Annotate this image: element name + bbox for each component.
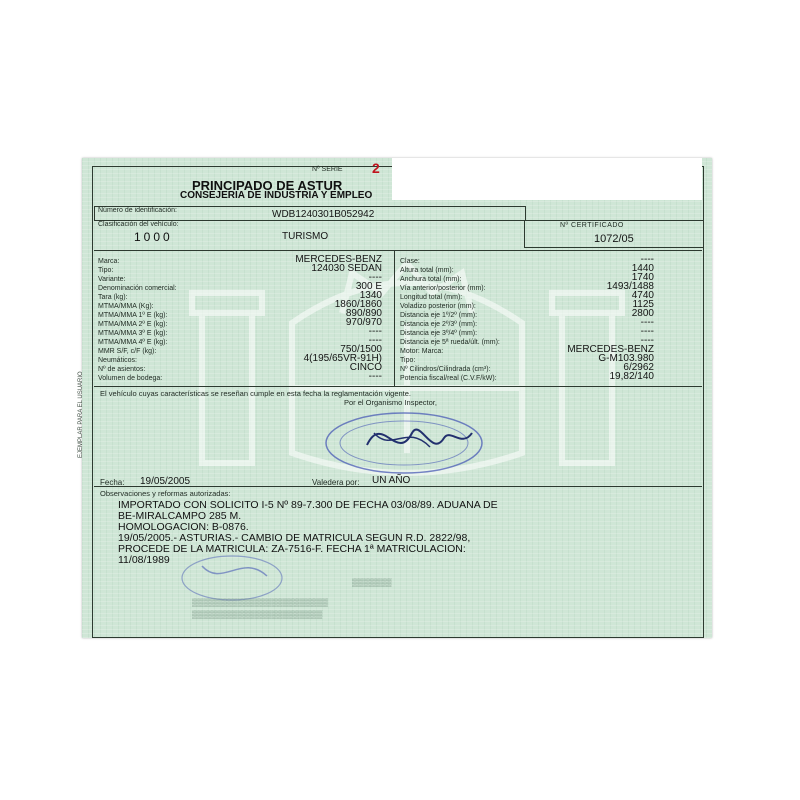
spec-label: MTMA/MMA (Kg): bbox=[98, 303, 154, 310]
spec-value: ---- bbox=[640, 326, 654, 337]
spec-label: Nº de asientos: bbox=[98, 366, 146, 373]
observation-line: PROCEDE DE LA MATRICULA: ZA-7516-F. FECHA 1ª MATRICULACION: bbox=[118, 543, 466, 555]
spec-value: ---- bbox=[640, 335, 654, 346]
spec-row bbox=[98, 371, 388, 382]
faint-text: ▒▒▒▒▒▒▒▒▒▒▒▒▒▒▒▒▒▒▒▒▒▒▒▒ bbox=[192, 598, 329, 607]
spec-value: 1740 bbox=[631, 272, 654, 283]
spec-label: Clase: bbox=[400, 258, 420, 265]
observation-line: 11/08/1989 bbox=[118, 554, 170, 566]
spec-label: Anchura total (mm): bbox=[400, 276, 462, 283]
spec-value: 1440 bbox=[631, 263, 654, 274]
spec-label: Potencia fiscal/real (C.V.F/kW): bbox=[400, 375, 497, 382]
spec-row bbox=[400, 371, 696, 382]
spec-label: Distancia eje 1º/2º (mm): bbox=[400, 312, 478, 319]
spec-label: Altura total (mm): bbox=[400, 267, 454, 274]
spec-label: Denominación comercial: bbox=[98, 285, 177, 292]
spec-value: CINCO bbox=[349, 362, 382, 373]
serie-label: Nº SERIE bbox=[312, 166, 343, 173]
spec-label: Distancia eje 5ª rueda/últ. (mm): bbox=[400, 339, 500, 346]
observation-line: HOMOLOGACION: B-0876. bbox=[118, 521, 249, 533]
spec-value: 300 E bbox=[355, 281, 382, 292]
observation-line: IMPORTADO CON SOLICITO I-5 Nº 89-7.300 DE FECHA 03/08/89. ADUANA DE bbox=[118, 499, 498, 511]
classification-label: Clasificación del vehículo: bbox=[98, 221, 179, 228]
spec-label: Variante: bbox=[98, 276, 126, 283]
spec-label: Tipo: bbox=[98, 267, 114, 274]
spec-value: G-M103.980 bbox=[598, 353, 654, 364]
spec-label: Voladizo posterior (mm): bbox=[400, 303, 476, 310]
spec-value: ---- bbox=[368, 335, 382, 346]
spec-value: 750/1500 bbox=[340, 344, 382, 355]
spec-label: Longitud total (mm): bbox=[400, 294, 463, 301]
spec-value: 1493/1488 bbox=[606, 281, 654, 292]
spec-label: Vía anterior/posterior (mm): bbox=[400, 285, 486, 292]
spec-label: MTMA/MMA 4º E (kg): bbox=[98, 339, 168, 346]
spec-value: 1340 bbox=[359, 290, 382, 301]
spec-label: Nº Cilindros/Cilindrada (cm³): bbox=[400, 366, 491, 373]
spec-label: Distancia eje 3º/4º (mm): bbox=[400, 330, 478, 337]
spec-label: Tipo: bbox=[400, 357, 416, 364]
spec-value: ---- bbox=[368, 272, 382, 283]
spec-label: Motor: Marca: bbox=[400, 348, 444, 355]
observations-label: Observaciones y reformas autorizadas: bbox=[100, 489, 231, 498]
date-value: 19/05/2005 bbox=[140, 476, 191, 487]
spec-value: 2800 bbox=[631, 308, 654, 319]
spec-label: MMR S/F, c/F (kg): bbox=[98, 348, 157, 355]
spec-value: ---- bbox=[368, 326, 382, 337]
spec-label: Neumáticos: bbox=[98, 357, 137, 364]
redaction-block bbox=[392, 158, 702, 200]
spec-label: Tara (kg): bbox=[98, 294, 128, 301]
faint-text: ▒▒▒▒▒▒▒▒▒▒▒▒▒▒▒▒▒▒▒▒▒▒▒ bbox=[192, 610, 323, 619]
spec-value: 970/970 bbox=[345, 317, 382, 328]
certificate-value: 1072/05 bbox=[594, 233, 634, 245]
spec-label: Distancia eje 2º/3º (mm): bbox=[400, 321, 478, 328]
identification-label: Número de identificación: bbox=[98, 207, 177, 214]
observation-line: 19/05/2005.- ASTURIAS.- CAMBIO DE MATRICULA SEGUN R.D. 2822/98, bbox=[118, 532, 471, 544]
observation-line: BE-MIRALCAMPO 285 M. bbox=[118, 510, 242, 522]
inspector-authority: Por el Organismo Inspector, bbox=[344, 398, 437, 407]
spec-value: 124030 SEDAN bbox=[311, 263, 382, 274]
spec-value: 890/890 bbox=[345, 308, 382, 319]
spec-value: MERCEDES-BENZ bbox=[567, 344, 654, 355]
compliance-statement: El vehículo cuyas características se reseñan cumple en esta fecha la reglamentación vigente. bbox=[100, 389, 412, 398]
identification-value: WDB1240301B052942 bbox=[272, 209, 375, 220]
spec-value: 1125 bbox=[632, 299, 654, 310]
official-stamp-signature bbox=[312, 403, 492, 483]
spec-value: 4(195/65VR-91H) bbox=[303, 353, 382, 364]
validity-value: UN AÑO bbox=[372, 475, 411, 486]
spec-label: Marca: bbox=[98, 258, 120, 265]
spec-value: ---- bbox=[640, 317, 654, 328]
vehicle-technical-card bbox=[78, 158, 712, 638]
spec-label: MTMA/MMA 3º E (kg): bbox=[98, 330, 168, 337]
date-label: Fecha: bbox=[100, 478, 125, 487]
spec-value: 19,82/140 bbox=[609, 371, 654, 382]
spec-value: ---- bbox=[368, 371, 382, 382]
certificate-label: Nº CERTIFICADO bbox=[560, 222, 624, 229]
spec-value: MERCEDES-BENZ bbox=[295, 254, 382, 265]
document-title: PRINCIPADO DE ASTUR bbox=[192, 178, 343, 193]
spec-label: MTMA/MMA 1º E (kg): bbox=[98, 312, 168, 319]
vertical-side-text: EJEMPLAR PARA EL USUARIO bbox=[78, 371, 84, 458]
spec-value: 6/2962 bbox=[623, 362, 654, 373]
classification-code: 1000 bbox=[134, 230, 173, 244]
classification-type: TURISMO bbox=[282, 231, 329, 242]
spec-label: Volumen de bodega: bbox=[98, 375, 163, 382]
spec-value: ---- bbox=[640, 254, 654, 265]
faint-text: ▒▒▒▒▒▒▒ bbox=[352, 578, 392, 587]
spec-value: 4740 bbox=[631, 290, 654, 301]
validity-label: Valedera por: bbox=[312, 478, 360, 487]
document-subtitle: CONSEJERIA DE INDUSTRIA Y EMPLEO bbox=[180, 190, 373, 201]
serie-number: 2 bbox=[372, 160, 380, 176]
spec-value: 1860/1860 bbox=[334, 299, 382, 310]
spec-label: MTMA/MMA 2º E (kg): bbox=[98, 321, 168, 328]
